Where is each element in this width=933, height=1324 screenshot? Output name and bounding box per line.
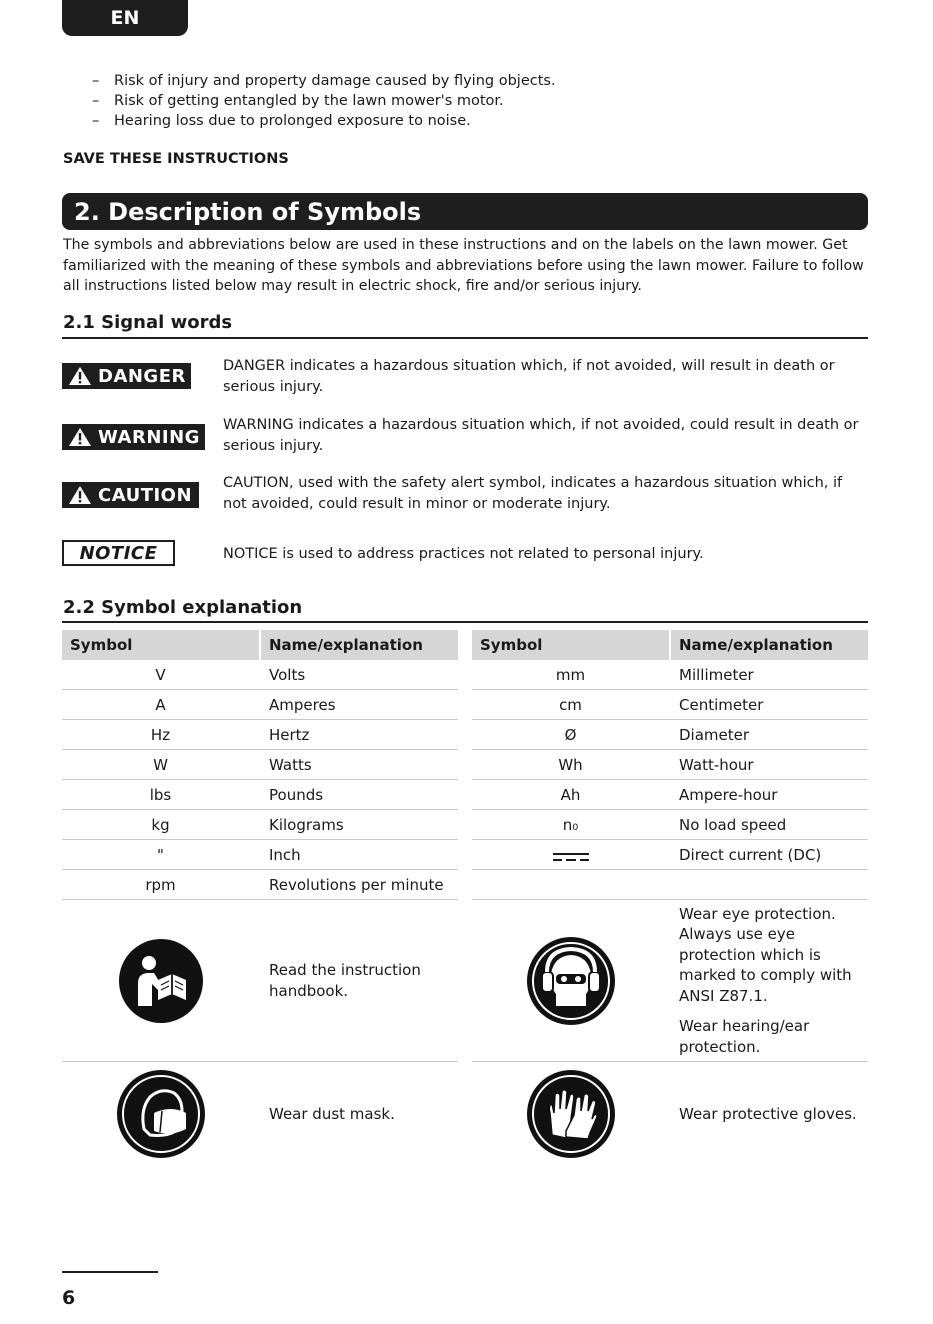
- table-row: [472, 1062, 868, 1166]
- table-row: [472, 810, 868, 840]
- table-row: [472, 870, 868, 900]
- section-title: 2. Description of Symbols: [74, 197, 422, 226]
- name-cell: Millimeter: [679, 665, 754, 684]
- caution-description: CAUTION, used with the safety alert symbol, indicates a hazardous situation which, if not avoided, could result in minor or moderate injury.: [223, 475, 843, 512]
- name-cell: Ampere-hour: [679, 785, 778, 804]
- list-item: [92, 71, 556, 91]
- name-cell: Watt-hour: [679, 755, 754, 774]
- dust-mask-text: Wear dust mask.: [269, 1104, 395, 1123]
- read-manual-icon: [118, 938, 204, 1024]
- table-row: [62, 690, 458, 720]
- table-row: [472, 660, 868, 690]
- list-bullet: –: [92, 73, 100, 89]
- notice-description: NOTICE is used to address practices not related to personal injury.: [223, 546, 704, 562]
- list-bullet: –: [92, 93, 100, 109]
- symbol-cell: n₀: [562, 815, 579, 834]
- name-cell: Hertz: [269, 725, 310, 744]
- risk-text: Hearing loss due to prolonged exposure to noise.: [114, 113, 471, 129]
- name-cell: Volts: [269, 665, 306, 684]
- name-cell: Direct current (DC): [679, 845, 822, 864]
- column-header-symbol: Symbol: [62, 630, 259, 660]
- symbol-cell: ": [157, 845, 164, 864]
- table-row: [62, 870, 458, 900]
- symbol-explanation-heading: 2.2 Symbol explanation: [63, 597, 303, 618]
- symbol-cell: V: [155, 665, 166, 684]
- danger-description: DANGER indicates a hazardous situation which, if not avoided, will result in death or serious injury.: [223, 358, 835, 395]
- notice-label: NOTICE: [62, 540, 175, 566]
- symbol-cell: W: [153, 755, 168, 774]
- gloves-text: Wear protective gloves.: [679, 1104, 857, 1123]
- divider: [62, 337, 868, 339]
- list-bullet: –: [92, 113, 100, 129]
- table-row: [472, 690, 868, 720]
- table-row: [62, 750, 458, 780]
- name-cell: No load speed: [679, 815, 787, 834]
- symbol-cell: rpm: [145, 875, 176, 894]
- table-row: [472, 780, 868, 810]
- section-title-bar: [62, 193, 868, 230]
- table-row: [472, 840, 868, 870]
- risk-text: Risk of injury and property damage caused by flying objects.: [114, 73, 556, 89]
- risk-text: Risk of getting entangled by the lawn mower's motor.: [114, 93, 504, 109]
- table-row: [62, 900, 458, 1062]
- column-header-symbol: Symbol: [472, 630, 669, 660]
- name-cell: Diameter: [679, 725, 750, 744]
- column-header-name: Name/explanation: [671, 630, 868, 660]
- save-instructions-heading: SAVE THESE INSTRUCTIONS: [63, 151, 289, 167]
- signal-word: CAUTION: [98, 484, 193, 506]
- direct-current-icon: [553, 849, 589, 861]
- warning-triangle-icon: [68, 485, 92, 505]
- eye-ear-protection-icon: [526, 936, 616, 1026]
- name-cell: Pounds: [269, 785, 324, 804]
- language-tab: EN: [62, 0, 188, 36]
- eye-protection-text: Wear eye protection. Always use eye protection which is marked to comply with ANSI Z87.1.: [679, 904, 852, 1005]
- warning-label: [62, 424, 205, 450]
- signal-words-heading: 2.1 Signal words: [63, 312, 233, 333]
- table-header: [472, 630, 868, 660]
- symbol-table-right: [472, 630, 868, 1166]
- footer-rule: [62, 1271, 158, 1273]
- name-cell: Revolutions per minute: [269, 875, 444, 894]
- symbol-cell: Hz: [150, 725, 171, 744]
- name-cell: Inch: [269, 845, 301, 864]
- table-header: [62, 630, 458, 660]
- risk-list: [92, 71, 556, 131]
- dust-mask-icon: [116, 1069, 206, 1159]
- gloves-icon: [526, 1069, 616, 1159]
- table-row: [62, 660, 458, 690]
- symbol-cell: Ø: [564, 725, 577, 744]
- list-item: [92, 111, 556, 131]
- hearing-protection-text: Wear hearing/ear protection.: [679, 1017, 810, 1056]
- symbol-cell: A: [155, 695, 166, 714]
- divider: [62, 621, 868, 623]
- table-row: [62, 720, 458, 750]
- name-cell: Kilograms: [269, 815, 344, 834]
- symbol-table-left: [62, 630, 458, 1166]
- symbol-cell: Ah: [560, 785, 581, 804]
- table-row: [62, 780, 458, 810]
- table-row: [472, 750, 868, 780]
- list-item: [92, 91, 556, 111]
- warning-description: WARNING indicates a hazardous situation which, if not avoided, could result in death or serious injury.: [223, 417, 859, 454]
- table-row: [62, 840, 458, 870]
- table-row: [472, 720, 868, 750]
- table-row: [62, 1062, 458, 1166]
- symbol-cell: mm: [555, 665, 586, 684]
- danger-label: [62, 363, 191, 389]
- page-number: 6: [62, 1287, 76, 1309]
- name-cell: Amperes: [269, 695, 336, 714]
- symbol-cell: cm: [559, 695, 582, 714]
- column-header-name: Name/explanation: [261, 630, 458, 660]
- read-manual-text: Read the instruction handbook.: [269, 961, 421, 1000]
- symbol-cell: kg: [151, 815, 170, 834]
- table-row: [472, 900, 868, 1062]
- warning-triangle-icon: [68, 366, 92, 386]
- symbol-cell: lbs: [149, 785, 172, 804]
- table-row: [62, 810, 458, 840]
- name-cell: Watts: [269, 755, 312, 774]
- warning-triangle-icon: [68, 427, 92, 447]
- caution-label: [62, 482, 199, 508]
- signal-word: WARNING: [98, 426, 200, 448]
- name-cell: Centimeter: [679, 695, 764, 714]
- signal-word: DANGER: [98, 365, 186, 387]
- symbol-cell: Wh: [558, 755, 583, 774]
- section-intro: The symbols and abbreviations below are used in these instructions and on the labels on the lawn mower. Get familiarized with the meaning of these symbols and abbreviations before using the lawn mower. Failure to follow all instructions listed below may result in electric shock, fire and/or serious injury.: [63, 237, 864, 294]
